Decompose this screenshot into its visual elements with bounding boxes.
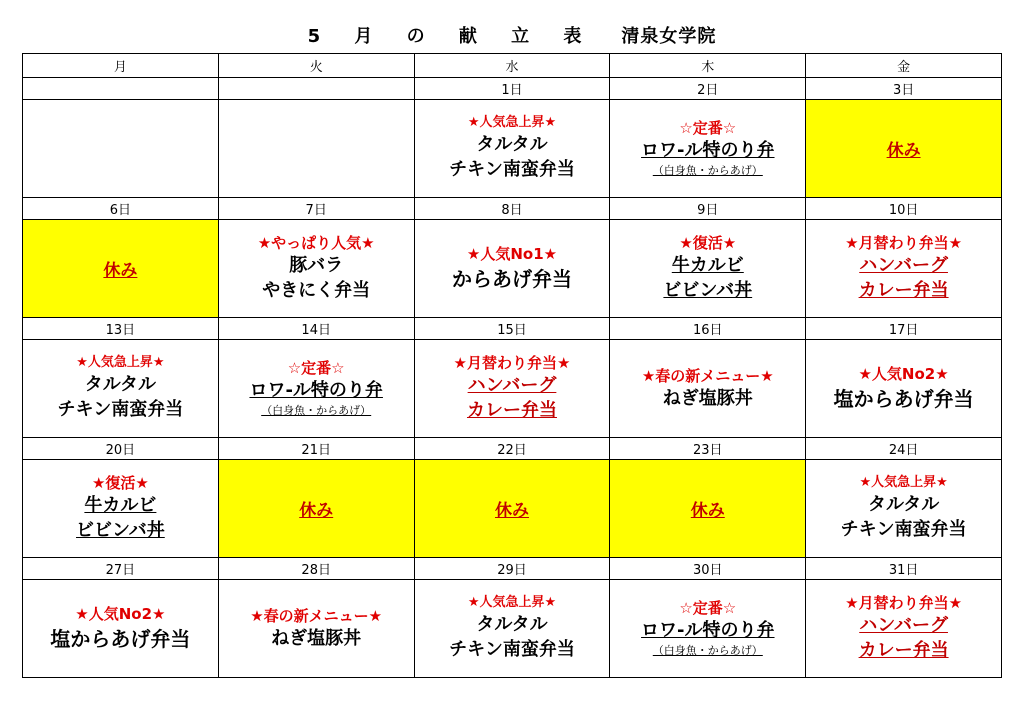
menu-tag: ★春の新メニュー★ (641, 366, 774, 385)
menu-row (23, 220, 1002, 318)
date-cell: 13日 (23, 318, 219, 340)
menu-cell (806, 220, 1002, 318)
menu-name: ビビンバ丼 (76, 520, 165, 542)
menu-cell (610, 100, 806, 198)
menu-name: カレー弁当 (858, 640, 949, 662)
date-cell: 17日 (806, 318, 1002, 340)
date-cell: 8日 (414, 198, 610, 220)
holiday-label: 休み (103, 261, 138, 281)
menu-name: ロワ-ル特のり弁 (249, 379, 383, 401)
menu-tag: ★人気急上昇★ (859, 475, 948, 491)
menu-tag: ★やっぱり人気★ (257, 234, 375, 253)
menu-row (23, 460, 1002, 558)
menu-cell (610, 340, 806, 438)
date-cell: 9日 (610, 198, 806, 220)
date-cell: 24日 (806, 438, 1002, 460)
date-row (23, 558, 1002, 580)
date-cell: 6日 (23, 198, 219, 220)
holiday-label: 休み (690, 501, 725, 521)
menu-tag: ☆定番☆ (679, 598, 737, 617)
menu-cell (806, 580, 1002, 678)
date-row (23, 78, 1002, 100)
holiday-label: 休み (494, 501, 529, 521)
holiday-cell (610, 460, 806, 558)
menu-cell (610, 220, 806, 318)
menu-name: ビビンバ丼 (663, 280, 753, 302)
menu-name: ねぎ塩豚丼 (271, 627, 362, 649)
date-cell: 15日 (414, 318, 610, 340)
menu-cell (23, 340, 219, 438)
date-row (23, 318, 1002, 340)
date-cell: 29日 (414, 558, 610, 580)
holiday-cell (806, 100, 1002, 198)
menu-tag: ★月替わり弁当★ (845, 234, 963, 253)
date-cell (23, 78, 219, 100)
menu-name: ねぎ塩豚丼 (662, 387, 753, 409)
menu-tag: ★復活★ (679, 234, 737, 253)
date-row (23, 198, 1002, 220)
menu-name: ロワ-ル特のり弁 (641, 139, 775, 161)
date-cell: 27日 (23, 558, 219, 580)
menu-name: チキン南蛮弁当 (449, 638, 575, 660)
date-cell: 22日 (414, 438, 610, 460)
weekday-header: 水 (414, 54, 610, 78)
menu-cell (414, 100, 610, 198)
date-cell: 20日 (23, 438, 219, 460)
menu-cell (414, 220, 610, 318)
date-cell: 21日 (218, 438, 414, 460)
menu-tag: ★復活★ (91, 474, 149, 493)
menu-name: ハンバーグ (859, 615, 948, 637)
date-cell: 2日 (610, 78, 806, 100)
menu-name: チキン南蛮弁当 (840, 518, 967, 540)
menu-cell (218, 220, 414, 318)
menu-tag: ★人気急上昇★ (467, 115, 557, 131)
menu-row (23, 340, 1002, 438)
title-school: 清泉女学院 (621, 26, 717, 47)
menu-name: タルタル (476, 134, 548, 156)
holiday-label: 休み (299, 501, 334, 521)
weekday-header: 金 (806, 54, 1002, 78)
date-cell: 31日 (806, 558, 1002, 580)
menu-tag: ★人気急上昇★ (76, 355, 165, 371)
menu-tag: ★月替わり弁当★ (453, 354, 571, 373)
holiday-label: 休み (886, 141, 921, 161)
menu-name: 豚バラ (289, 255, 344, 277)
date-cell: 30日 (610, 558, 806, 580)
menu-name: チキン南蛮弁当 (449, 158, 575, 180)
menu-calendar (22, 53, 1002, 678)
weekday-header: 木 (610, 54, 806, 78)
weekday-header: 月 (23, 54, 219, 78)
holiday-cell (218, 460, 414, 558)
menu-name: やきにく弁当 (262, 280, 371, 302)
date-cell: 10日 (806, 198, 1002, 220)
date-cell: 7日 (218, 198, 414, 220)
menu-tag: ★春の新メニュー★ (250, 606, 383, 625)
menu-cell (610, 580, 806, 678)
holiday-cell (414, 460, 610, 558)
menu-name: カレー弁当 (858, 280, 949, 302)
date-row (23, 438, 1002, 460)
menu-cell (806, 460, 1002, 558)
holiday-cell (23, 220, 219, 318)
menu-tag: ★人気No1★ (466, 245, 558, 264)
date-cell: 3日 (806, 78, 1002, 100)
menu-cell (414, 580, 610, 678)
menu-name: タルタル (476, 614, 548, 636)
menu-cell (218, 580, 414, 678)
date-cell: 28日 (218, 558, 414, 580)
menu-tag: ★人気No2★ (858, 365, 949, 384)
menu-tag: ☆定番☆ (287, 358, 345, 377)
menu-name: タルタル (867, 494, 940, 516)
page-title (0, 22, 1024, 48)
menu-subtext: （白身魚・からあげ） (652, 163, 763, 177)
menu-name: 塩からあげ弁当 (50, 626, 191, 651)
menu-name: チキン南蛮弁当 (57, 398, 184, 420)
empty-cell (218, 100, 414, 198)
menu-name: 塩からあげ弁当 (833, 386, 974, 411)
date-cell: 23日 (610, 438, 806, 460)
menu-name: からあげ弁当 (451, 266, 572, 291)
menu-cell (806, 340, 1002, 438)
menu-row (23, 100, 1002, 198)
menu-cell (218, 340, 414, 438)
menu-name: 牛カルビ (671, 255, 744, 277)
menu-name: タルタル (84, 374, 157, 396)
menu-cell (414, 340, 610, 438)
menu-tag: ★人気No2★ (75, 605, 166, 624)
menu-cell (23, 460, 219, 558)
date-cell: 14日 (218, 318, 414, 340)
menu-tag: ★月替わり弁当★ (845, 594, 963, 613)
menu-tag: ☆定番☆ (679, 118, 737, 137)
menu-subtext: （白身魚・からあげ） (652, 643, 763, 657)
weekday-header-row (23, 54, 1002, 78)
menu-row (23, 580, 1002, 678)
menu-name: ハンバーグ (467, 375, 557, 397)
menu-tag: ★人気急上昇★ (467, 595, 557, 611)
menu-name: ハンバーグ (859, 255, 948, 277)
title-main: 5 月 の 献 立 表 (307, 26, 596, 47)
date-cell (218, 78, 414, 100)
menu-subtext: （白身魚・からあげ） (261, 403, 372, 417)
menu-name: ロワ-ル特のり弁 (641, 619, 775, 641)
date-cell: 16日 (610, 318, 806, 340)
menu-name: 牛カルビ (84, 495, 157, 517)
menu-name: カレー弁当 (466, 400, 557, 422)
date-cell: 1日 (414, 78, 610, 100)
weekday-header: 火 (218, 54, 414, 78)
menu-cell (23, 580, 219, 678)
empty-cell (23, 100, 219, 198)
